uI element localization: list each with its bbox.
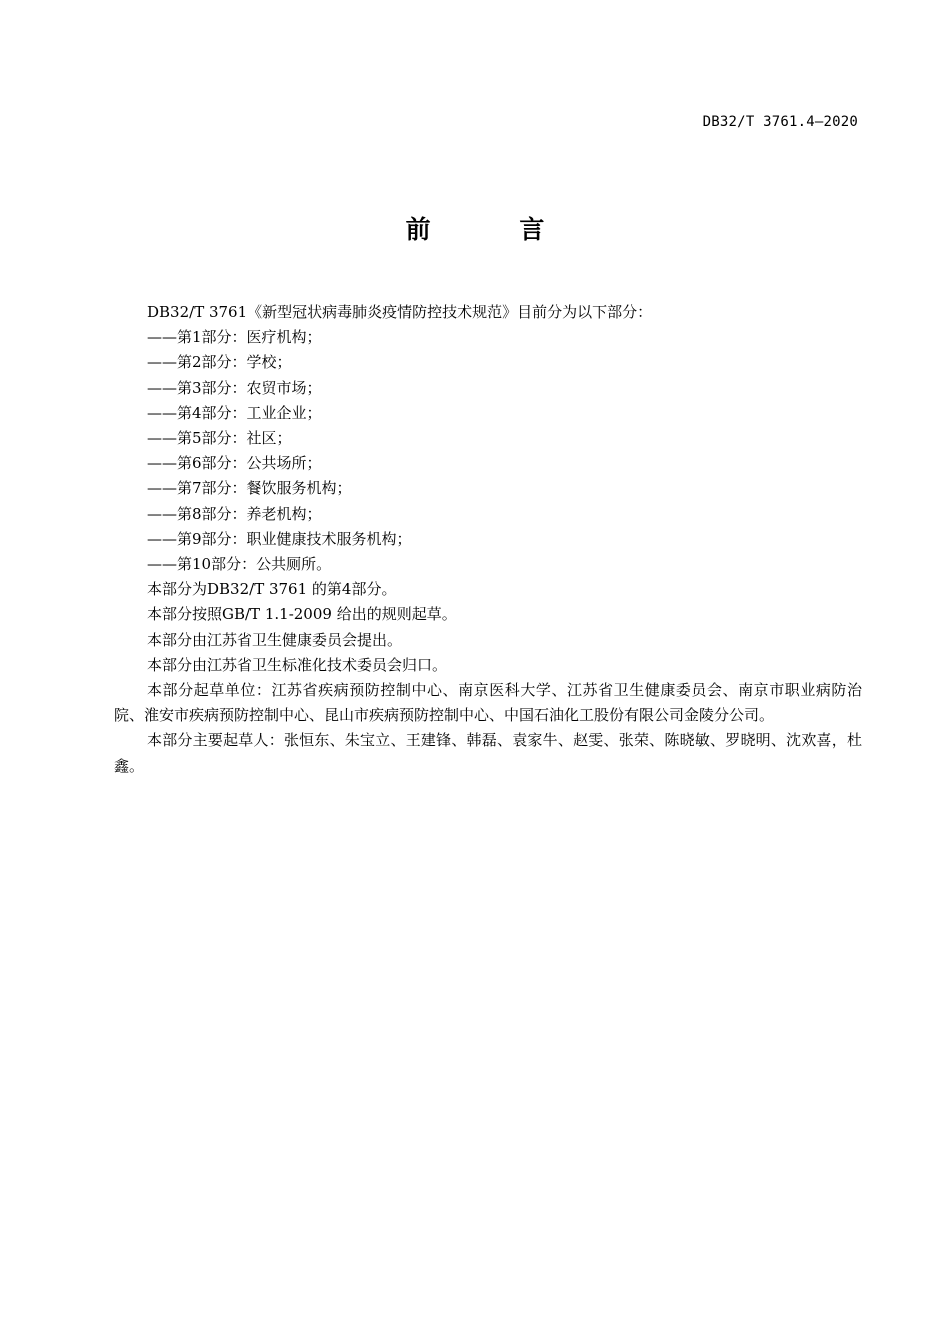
drafting-units-paragraph: 本部分起草单位：江苏省疾病预防控制中心、南京医科大学、江苏省卫生健康委员会、南京市职业病防治院、淮安市疾病预防控制中心、昆山市疾病预防控制中心、中国石油化工股份有限公司金陵分公司。 — [114, 681, 862, 725]
list-item: ——第1部分：医疗机构； — [147, 328, 322, 347]
list-item: ——第7部分：餐饮服务机构； — [147, 479, 352, 498]
list-item: ——第4部分：工业企业； — [147, 403, 322, 422]
list-item: ——第9部分：职业健康技术服务机构； — [147, 529, 412, 548]
list-item: ——第6部分：公共场所； — [147, 454, 322, 473]
document-code: DB32/T 3761.4—2020 — [702, 114, 858, 130]
drafting-rules-statement: 本部分按照GB/T 1.1-2009 给出的规则起草。 — [147, 605, 457, 624]
page-title: 前 言 — [405, 215, 585, 244]
drafters-paragraph: 本部分主要起草人：张恒东、朱宝立、王建锋、韩磊、袁家牛、赵雯、张荣、陈晓敏、罗晓明、沈欢喜，杜鑫。 — [114, 731, 862, 775]
intro-paragraph: DB32/T 3761《新型冠状病毒肺炎疫情防控技术规范》目前分为以下部分： — [147, 303, 653, 321]
list-item: ——第10部分：公共厕所。 — [147, 555, 332, 574]
part-statement: 本部分为DB32/T 3761 的第4部分。 — [147, 580, 397, 599]
list-item: ——第2部分：学校； — [147, 353, 292, 372]
proposer-statement: 本部分由江苏省卫生健康委员会提出。 — [147, 630, 403, 649]
parts-list — [114, 325, 862, 577]
foreword-body — [114, 300, 862, 779]
list-item: ——第5部分：社区； — [147, 429, 292, 448]
list-item: ——第8部分：养老机构； — [147, 504, 322, 523]
committee-statement: 本部分由江苏省卫生标准化技术委员会归口。 — [147, 655, 448, 674]
list-item: ——第3部分：农贸市场； — [147, 378, 322, 397]
